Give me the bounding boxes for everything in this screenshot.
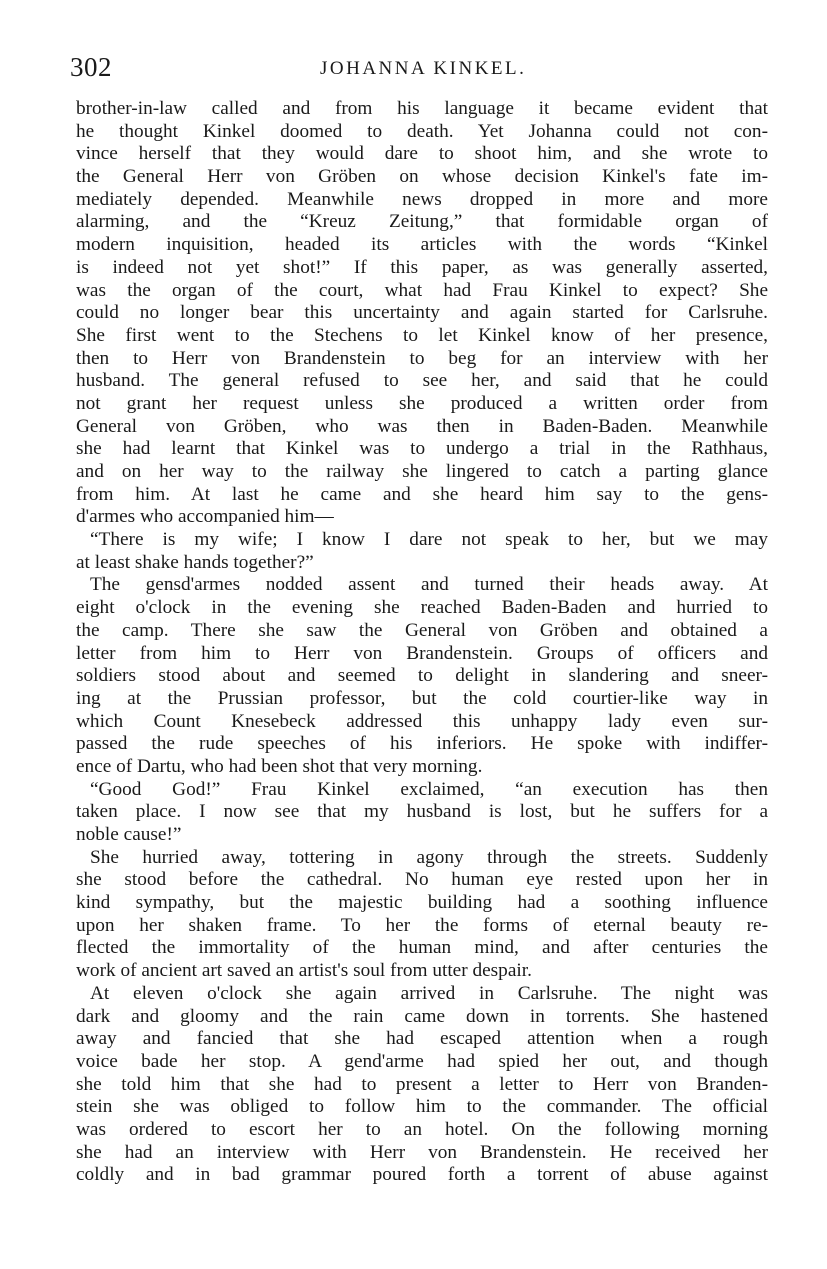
text-line: was ordered to escort her to an hotel. On the following morning [76,1118,768,1140]
text-line: not grant her request unless she produced a written order from [76,392,768,414]
text-line: dark and gloomy and the rain came down in torrents. She hastened [76,1005,768,1027]
page-header [70,52,770,88]
text-line: “There is my wife; I know I dare not speak to her, but we may [90,529,768,551]
text-line: which Count Knesebeck addressed this unhappy lady even sur- [76,710,768,732]
text-line: upon her shaken frame. To her the forms of eternal beauty re- [76,914,768,936]
text-line: away and fancied that she had escaped attention when a rough [76,1028,768,1050]
text-line: coldly and in bad grammar poured forth a torrent of abuse against [76,1164,768,1186]
text-line: taken place. I now see that my husband is lost, but he suffers for a [76,801,768,823]
text-line: General von Gröben, who was then in Baden-Baden. Meanwhile [76,415,768,437]
text-line: she had an interview with Herr von Brandenstein. He received her [76,1141,768,1163]
text-line: ing at the Prussian professor, but the cold courtier-like way in [76,687,768,709]
text-line: She hurried away, tottering in agony through the streets. Suddenly [90,846,768,868]
text-line: eight o'clock in the evening she reached Baden-Baden and hurried to [76,597,768,619]
text-line: voice bade her stop. A gend'arme had spied her out, and though [76,1050,768,1072]
text-line: “Good God!” Frau Kinkel exclaimed, “an execution has then [90,778,768,800]
text-line: kind sympathy, but the majestic building had a soothing influence [76,892,768,914]
text-line: work of ancient art saved an artist's soul from utter despair. [76,960,532,982]
text-line: stein she was obliged to follow him to the commander. The official [76,1096,768,1118]
text-line: noble cause!” [76,824,182,845]
text-line: husband. The general refused to see her, and said that he could [76,370,768,392]
text-line: soldiers stood about and seemed to delight in slandering and sneer- [76,665,768,687]
text-line: at least shake hands together?” [76,551,314,573]
text-line: could no longer bear this uncertainty and again started for Carlsruhe. [76,302,768,324]
text-line: vince herself that they would dare to shoot him, and she wrote to [76,143,768,165]
text-line: flected the immortality of the human mind, and after centuries the [76,937,768,959]
text-line: he thought Kinkel doomed to death. Yet Johanna could not con- [76,120,768,142]
text-line: then to Herr von Brandenstein to beg for an interview with her [76,347,768,369]
text-line: alarming, and the “Kreuz Zeitung,” that formidable organ of [76,211,768,233]
text-line: letter from him to Herr von Brandenstein. Groups of officers and [76,642,768,664]
text-line: ence of Dartu, who had been shot that very morning. [76,755,483,777]
text-line: was the organ of the court, what had Frau Kinkel to expect? She [76,279,768,301]
page-number: 302 [70,52,112,82]
text-line: the camp. There she saw the General von Gröben and obtained a [76,619,768,641]
text-line: She first went to the Stechens to let Kinkel know of her presence, [76,324,768,346]
running-title: JOHANNA KINKEL. [320,58,527,79]
text-line: The gensd'armes nodded assent and turned their heads away. At [90,574,768,596]
text-line: and on her way to the railway she lingered to catch a parting glance [76,461,768,482]
text-line: d'armes who accompanied him— [76,506,334,528]
text-line: At eleven o'clock she again arrived in Carlsruhe. The night was [90,982,768,1004]
text-line: she told him that she had to present a letter to Herr von Branden- [76,1073,768,1095]
text-line: from him. At last he came and she heard him say to the gens- [76,483,768,505]
text-line: is indeed not yet shot!” If this paper, as was generally asserted, [76,256,768,278]
text-line: passed the rude speeches of his inferiors. He spoke with indiffer- [76,733,768,755]
text-line: she stood before the cathedral. No human eye rested upon her in [76,869,768,891]
text-line: mediately depended. Meanwhile news dropped in more and more [76,188,768,210]
text-line: the General Herr von Gröben on whose decision Kinkel's fate im- [76,166,768,188]
text-line: modern inquisition, headed its articles with the words “Kinkel [76,234,768,256]
text-line: brother-in-law called and from his language it became evident that [76,98,768,119]
text-line: she had learnt that Kinkel was to undergo a trial in the Rathhaus, [76,438,768,460]
body-text [76,98,768,1187]
